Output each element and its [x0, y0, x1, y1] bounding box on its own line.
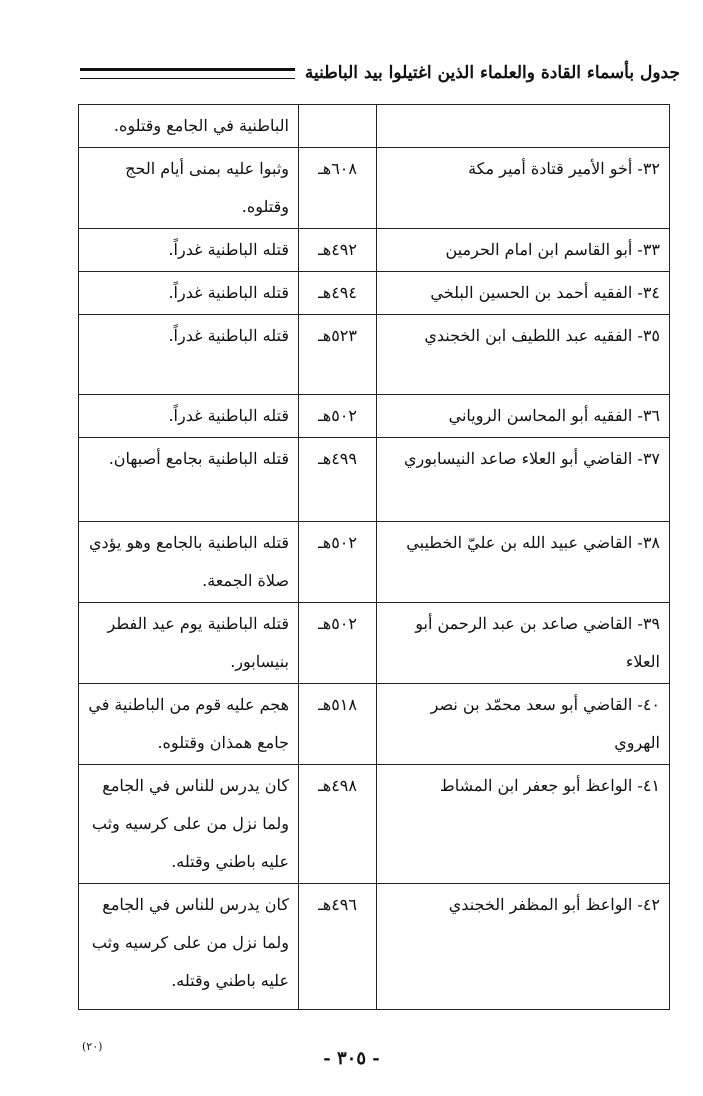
table-row	[79, 148, 670, 229]
page-title: جدول بأسماء القادة والعلماء الذين اغتيلوا بيد الباطنية	[304, 63, 680, 83]
note-cell: قتله الباطنية غدراً.	[79, 229, 299, 272]
person-name-cell: ٤٢- الواعظ أبو المظفر الخجندي	[377, 884, 670, 1010]
note-cell: قتله الباطنية غدراً.	[79, 315, 299, 395]
table-row	[79, 395, 670, 438]
assassinations-table	[78, 104, 670, 1010]
year-cell: ٥٠٢هـ	[299, 395, 377, 438]
note-cell: قتله الباطنية بجامع أصبهان.	[79, 438, 299, 522]
table-row	[79, 684, 670, 765]
note-cell: هجم عليه قوم من الباطنية في جامع همذان وقتلوه.	[79, 684, 299, 765]
note-cell: وثبوا عليه بمنى أيام الحج وقتلوه.	[79, 148, 299, 229]
page-header	[80, 58, 680, 88]
person-name-cell: ٣٥- الفقيه عبد اللطيف ابن الخجندي	[377, 315, 670, 395]
note-cell: قتله الباطنية يوم عيد الفطر بنيسابور.	[79, 603, 299, 684]
table-row	[79, 522, 670, 603]
year-cell: ٤٩٢هـ	[299, 229, 377, 272]
year-cell: ٥٠٢هـ	[299, 603, 377, 684]
year-cell: ٤٩٩هـ	[299, 438, 377, 522]
table-row	[79, 272, 670, 315]
note-cell: قتله الباطنية بالجامع وهو يؤدي صلاة الجمعة.	[79, 522, 299, 603]
person-name-cell: ٣٧- القاضي أبو العلاء صاعد النيسابوري	[377, 438, 670, 522]
note-cell: كان يدرس للناس في الجامع ولما نزل من على كرسيه وثب عليه باطني وقتله.	[79, 765, 299, 884]
note-cell: كان يدرس للناس في الجامع ولما نزل من على كرسيه وثب عليه باطني وقتله.	[79, 884, 299, 1010]
person-name-cell: ٣٢- أخو الأمير قتادة أمير مكة	[377, 148, 670, 229]
table-row	[79, 229, 670, 272]
person-name-cell: ٣٦- الفقيه أبو المحاسن الروياني	[377, 395, 670, 438]
page-number: - ٣٠٥ -	[323, 1048, 380, 1069]
note-cell: الباطنية في الجامع وقتلوه.	[79, 105, 299, 148]
person-name-cell: ٣٤- الفقيه أحمد بن الحسين البلخي	[377, 272, 670, 315]
table-row	[79, 884, 670, 1010]
note-cell: قتله الباطنية غدراً.	[79, 272, 299, 315]
person-name-cell: ٣٨- القاضي عبيد الله بن عليّ الخطيبي	[377, 522, 670, 603]
table-body	[79, 105, 670, 1010]
year-cell: ٤٩٦هـ	[299, 884, 377, 1010]
person-name-cell: ٣٣- أبو القاسم ابن امام الحرمين	[377, 229, 670, 272]
table-row	[79, 105, 670, 148]
year-cell	[299, 105, 377, 148]
person-name-cell: ٣٩- القاضي صاعد بن عبد الرحمن أبو العلاء	[377, 603, 670, 684]
footnote-mark: (٢٠)	[82, 1040, 103, 1053]
header-rule	[80, 68, 295, 79]
person-name-cell: ٤١- الواعظ أبو جعفر ابن المشاط	[377, 765, 670, 884]
note-cell: قتله الباطنية غدراً.	[79, 395, 299, 438]
year-cell: ٥١٨هـ	[299, 684, 377, 765]
year-cell: ٥٢٣هـ	[299, 315, 377, 395]
table-row	[79, 438, 670, 522]
year-cell: ٤٩٨هـ	[299, 765, 377, 884]
table-row	[79, 315, 670, 395]
table-row	[79, 603, 670, 684]
year-cell: ٦٠٨هـ	[299, 148, 377, 229]
year-cell: ٤٩٤هـ	[299, 272, 377, 315]
year-cell: ٥٠٢هـ	[299, 522, 377, 603]
person-name-cell: ٤٠- القاضي أبو سعد محمّد بن نصر الهروي	[377, 684, 670, 765]
person-name-cell	[377, 105, 670, 148]
table-row	[79, 765, 670, 884]
